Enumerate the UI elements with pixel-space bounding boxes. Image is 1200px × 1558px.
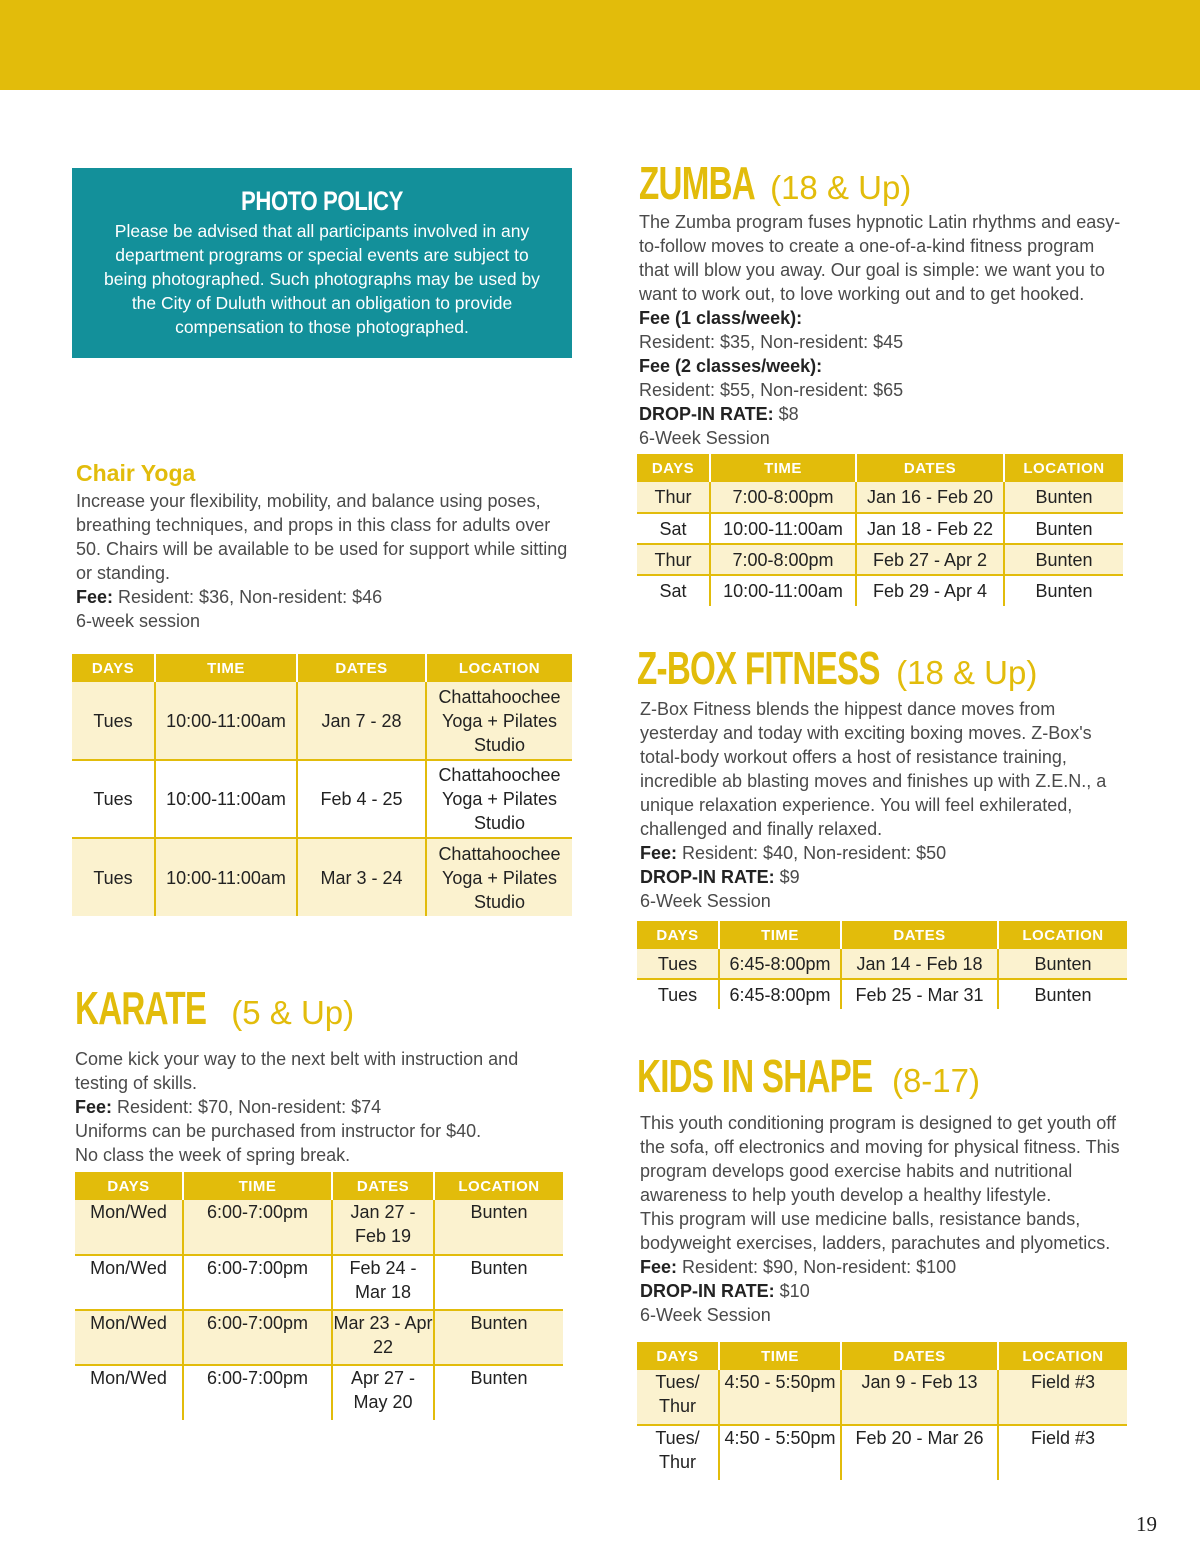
cell-days: Thur xyxy=(637,482,710,513)
cell-time: 6:45-8:00pm xyxy=(719,949,841,979)
fee-label: Fee: xyxy=(640,1257,678,1277)
table-row xyxy=(637,482,1123,513)
kids-fee xyxy=(640,1255,1127,1279)
header-dates: DATES xyxy=(332,1172,434,1200)
cell-days: Thur xyxy=(637,544,710,575)
zumba-fee1-label xyxy=(639,306,1129,330)
karate-schedule-table xyxy=(75,1172,563,1420)
cell-dates: Apr 27 - May 20 xyxy=(332,1365,434,1420)
header-location: LOCATION xyxy=(998,921,1127,949)
zumba-session: 6-Week Session xyxy=(639,428,770,448)
header-days: DAYS xyxy=(637,921,719,949)
karate-title-text: KARATE xyxy=(75,982,207,1034)
table-row xyxy=(637,949,1127,979)
dropin-value: $10 xyxy=(774,1281,810,1301)
header-dates: DATES xyxy=(841,921,998,949)
zbox-description: Z-Box Fitness blends the hippest dance moves from yesterday and today with exciting boxing moves. Z-Box's total-body workout offers a host of resistance training, incredible ab blasting moves and finishes up with Z.E.N., a unique relaxation experience. You will feel exhilerated, challenged and finally relaxed. xyxy=(640,699,1107,839)
table-row xyxy=(72,682,572,760)
cell-dates: Mar 3 - 24 xyxy=(297,838,426,916)
header-dates: DATES xyxy=(856,454,1004,482)
cell-location: Bunten xyxy=(998,979,1127,1009)
cell-dates: Jan 7 - 28 xyxy=(297,682,426,760)
cell-days: Mon/Wed xyxy=(90,1368,167,1388)
kids-description-equipment: This program will use medicine balls, resistance bands, bodyweight exercises, ladders, parachutes and plyometics. xyxy=(640,1209,1111,1253)
cell-time: 6:00-7:00pm xyxy=(183,1365,332,1420)
header-days: DAYS xyxy=(75,1172,183,1200)
cell-dates: Jan 18 - Feb 22 xyxy=(856,513,1004,544)
fee-label: Fee: xyxy=(75,1097,113,1117)
cell-time: 6:00-7:00pm xyxy=(183,1310,332,1365)
karate-table-wrap xyxy=(75,1172,563,1420)
karate-note-uniforms: Uniforms can be purchased from instructor for $40. xyxy=(75,1121,482,1141)
zumba-section xyxy=(639,157,1129,450)
cell-location: Bunten xyxy=(1004,575,1123,606)
cell-time: 10:00-11:00am xyxy=(155,760,297,838)
cell-time: 6:00-7:00pm xyxy=(183,1200,332,1255)
cell-dates: Mar 23 - Apr 22 xyxy=(332,1310,434,1365)
header-dates: DATES xyxy=(841,1342,998,1370)
cell-time: 4:50 - 5:50pm xyxy=(719,1425,841,1480)
cell-dates: Jan 27 - Feb 19 xyxy=(332,1200,434,1255)
header-location: LOCATION xyxy=(1004,454,1123,482)
zumba-fee2-value: Resident: $55, Non-resident: $65 xyxy=(639,380,904,400)
table-row xyxy=(637,1370,1127,1425)
karate-description: Come kick your way to the next belt with instruction and testing of skills. xyxy=(75,1049,519,1093)
zbox-schedule-table xyxy=(637,921,1127,1009)
cell-location: Chattahoochee Yoga + Pilates Studio xyxy=(426,682,572,760)
header-location: LOCATION xyxy=(434,1172,563,1200)
karate-section xyxy=(75,982,575,1167)
header-time: TIME xyxy=(183,1172,332,1200)
cell-days: Sat xyxy=(637,513,710,544)
karate-note-spring-break: No class the week of spring break. xyxy=(75,1145,351,1165)
cell-location: Field #3 xyxy=(998,1425,1127,1480)
chair-yoga-schedule-table xyxy=(72,654,572,916)
cell-time: 6:00-7:00pm xyxy=(183,1255,332,1310)
cell-location: Bunten xyxy=(434,1365,563,1420)
cell-days: Tues xyxy=(657,984,698,1005)
cell-time: 10:00-11:00am xyxy=(155,682,297,760)
zumba-age: (18 & Up) xyxy=(770,169,912,206)
cell-days: Mon/Wed xyxy=(75,1310,183,1365)
photo-policy-box xyxy=(72,168,572,358)
zumba-fee2-label xyxy=(639,354,1129,378)
cell-dates: Jan 16 - Feb 20 xyxy=(856,482,1004,513)
kids-schedule-table xyxy=(637,1342,1127,1480)
cell-location: Bunten xyxy=(434,1200,563,1255)
fee-label: Fee (2 classes/week): xyxy=(639,356,823,376)
fee-value: Resident: $36, Non-resident: $46 xyxy=(113,587,383,607)
cell-days: Tues xyxy=(637,949,719,979)
kids-description: This youth conditioning program is designed to get youth off the sofa, off electronics and moving for physical fitness. This program develops good exercise habits and nutritional awareness to help youth develop a healthy lifestyle. xyxy=(640,1113,1120,1205)
cell-dates: Jan 14 - Feb 18 xyxy=(841,949,998,979)
cell-days: Tues/ Thur xyxy=(637,1370,719,1425)
header-location: LOCATION xyxy=(998,1342,1127,1370)
zbox-session: 6-Week Session xyxy=(640,891,771,911)
header-time: TIME xyxy=(719,1342,841,1370)
cell-days: Mon/Wed xyxy=(75,1255,183,1310)
cell-time: 6:45-8:00pm xyxy=(719,979,841,1009)
kids-section xyxy=(637,1050,1127,1327)
dropin-value: $9 xyxy=(774,867,800,887)
cell-dates: Jan 9 - Feb 13 xyxy=(841,1370,998,1425)
cell-location: Bunten xyxy=(1004,513,1123,544)
karate-age: (5 & Up) xyxy=(231,994,355,1031)
cell-dates: Feb 29 - Apr 4 xyxy=(856,575,1004,606)
cell-location: Chattahoochee Yoga + Pilates Studio xyxy=(426,760,572,838)
cell-time: 10:00-11:00am xyxy=(710,575,856,606)
table-row xyxy=(637,544,1123,575)
cell-location: Field #3 xyxy=(998,1370,1127,1425)
cell-dates: Feb 4 - 25 xyxy=(297,760,426,838)
page-number: 19 xyxy=(1136,1512,1157,1536)
cell-time: 10:00-11:00am xyxy=(155,838,297,916)
zbox-table-wrap xyxy=(637,921,1127,1009)
fee-value: Resident: $90, Non-resident: $100 xyxy=(677,1257,957,1277)
zumba-schedule-table xyxy=(637,454,1123,606)
cell-location: Chattahoochee Yoga + Pilates Studio xyxy=(426,838,572,916)
kids-dropin xyxy=(640,1279,1127,1303)
zumba-dropin xyxy=(639,402,1129,426)
table-row xyxy=(75,1310,563,1365)
table-row xyxy=(637,979,1127,1009)
header-time: TIME xyxy=(155,654,297,682)
cell-dates: Feb 25 - Mar 31 xyxy=(841,979,998,1009)
cell-location: Bunten xyxy=(434,1310,563,1365)
header-days: DAYS xyxy=(637,454,710,482)
zumba-title xyxy=(639,157,1129,209)
dropin-label: DROP-IN RATE: xyxy=(640,1281,775,1301)
header-dates: DATES xyxy=(297,654,426,682)
cell-location: Bunten xyxy=(1004,482,1123,513)
header-location: LOCATION xyxy=(426,654,572,682)
zbox-section xyxy=(637,642,1127,913)
zumba-fee1-value: Resident: $35, Non-resident: $45 xyxy=(639,332,904,352)
zumba-description: The Zumba program fuses hypnotic Latin rhythms and easy-to-follow moves to create a one-of-a-kind fitness program that will blow you away. Our goal is simple: we want you to want to work out, to love working out and to get hooked. xyxy=(639,212,1121,304)
cell-days: Sat xyxy=(659,581,687,601)
header-time: TIME xyxy=(719,921,841,949)
dropin-label: DROP-IN RATE: xyxy=(640,867,775,887)
cell-dates: Feb 27 - Apr 2 xyxy=(856,544,1004,575)
table-row xyxy=(75,1200,563,1255)
karate-title xyxy=(75,982,575,1034)
cell-location: Bunten xyxy=(434,1255,563,1310)
top-banner xyxy=(0,0,1200,90)
table-row xyxy=(75,1255,563,1310)
cell-days: Mon/Wed xyxy=(75,1200,183,1255)
dropin-value: $8 xyxy=(773,404,799,424)
cell-days: Tues xyxy=(72,838,155,916)
table-row xyxy=(637,513,1123,544)
photo-policy-title: PHOTO POLICY xyxy=(241,186,403,216)
chair-yoga-fee xyxy=(76,585,572,609)
zbox-age: (18 & Up) xyxy=(896,654,1038,691)
karate-fee xyxy=(75,1095,575,1119)
cell-location: Bunten xyxy=(1004,544,1123,575)
table-row xyxy=(75,1365,563,1420)
cell-location: Bunten xyxy=(998,949,1127,979)
chair-yoga-description: Increase your flexibility, mobility, and balance using poses, breathing techniques, and props in this class for adults over 50. Chairs will be available to be used for support while sitting or standing. xyxy=(76,491,568,583)
chair-yoga-section xyxy=(76,460,572,633)
chair-yoga-session: 6-week session xyxy=(76,611,201,631)
cell-time: 7:00-8:00pm xyxy=(710,544,856,575)
cell-dates: Feb 24 - Mar 18 xyxy=(332,1255,434,1310)
cell-days: Tues xyxy=(72,760,155,838)
kids-age: (8-17) xyxy=(891,1062,980,1099)
cell-days: Tues xyxy=(72,682,155,760)
cell-days: Tues/ Thur xyxy=(655,1428,700,1472)
table-row xyxy=(72,760,572,838)
kids-table-wrap xyxy=(637,1342,1127,1480)
chair-yoga-table-wrap xyxy=(72,654,572,916)
header-days: DAYS xyxy=(637,1342,719,1370)
zumba-title-text: ZUMBA xyxy=(639,157,755,209)
header-days: DAYS xyxy=(72,654,155,682)
zumba-table-wrap xyxy=(637,454,1123,606)
table-row xyxy=(637,1425,1127,1480)
table-row xyxy=(72,838,572,916)
table-row xyxy=(637,575,1123,606)
kids-title xyxy=(637,1050,1127,1102)
dropin-label: DROP-IN RATE: xyxy=(639,404,774,424)
kids-title-text: KIDS IN SHAPE xyxy=(637,1050,873,1102)
fee-label: Fee: xyxy=(640,843,678,863)
zbox-dropin xyxy=(640,865,1127,889)
fee-value: Resident: $40, Non-resident: $50 xyxy=(677,843,947,863)
kids-session: 6-Week Session xyxy=(640,1305,771,1325)
photo-policy-text: Please be advised that all participants involved in any department programs or special events are subject to being photographed. Such photographs may be used by the City of Duluth without an obligation to provide compensation to those photographed. xyxy=(104,221,540,337)
cell-dates: Feb 20 - Mar 26 xyxy=(841,1425,998,1480)
zbox-title xyxy=(637,642,1127,694)
fee-label: Fee: xyxy=(76,587,114,607)
zbox-title-text: Z-BOX FITNESS xyxy=(637,642,880,694)
fee-label: Fee (1 class/week): xyxy=(639,308,803,328)
cell-time: 7:00-8:00pm xyxy=(710,482,856,513)
cell-time: 10:00-11:00am xyxy=(710,513,856,544)
cell-time: 4:50 - 5:50pm xyxy=(719,1370,841,1425)
chair-yoga-title: Chair Yoga xyxy=(76,460,196,486)
header-time: TIME xyxy=(710,454,856,482)
fee-value: Resident: $70, Non-resident: $74 xyxy=(112,1097,382,1117)
zbox-fee xyxy=(640,841,1127,865)
